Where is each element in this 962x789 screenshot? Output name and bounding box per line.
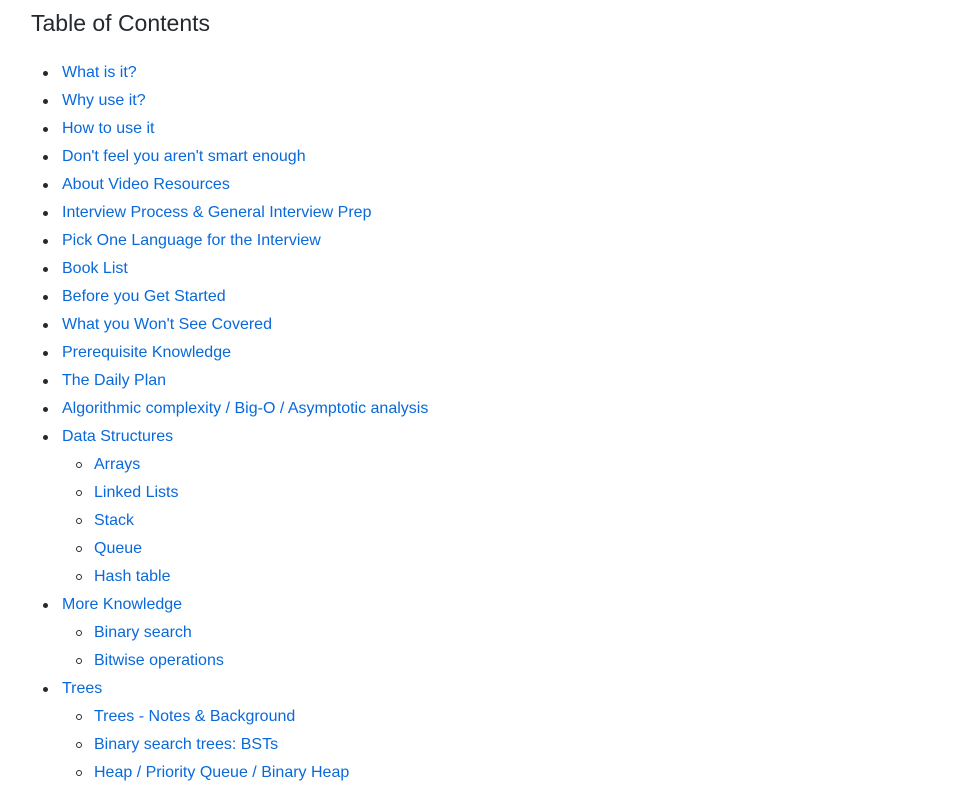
list-item: [62, 593, 428, 673]
list-item: [62, 425, 428, 589]
list-item: [62, 341, 428, 365]
list-item: [62, 677, 428, 785]
list-item: [94, 537, 428, 561]
list-item: [62, 229, 428, 253]
list-item: [94, 453, 428, 477]
toc-link-not-covered[interactable]: What you Won't See Covered: [62, 316, 272, 333]
list-item: [62, 61, 428, 85]
toc-link-linked-lists[interactable]: Linked Lists: [94, 484, 179, 501]
list-item: [94, 509, 428, 533]
toc-list: [62, 61, 428, 789]
toc-link-data-structures[interactable]: Data Structures: [62, 428, 174, 445]
toc-link-more-knowledge[interactable]: More Knowledge: [62, 596, 183, 613]
list-item: [62, 313, 428, 337]
toc-link-bitwise[interactable]: Bitwise operations: [94, 652, 224, 669]
toc-link-arrays[interactable]: Arrays: [94, 456, 141, 473]
list-item: [94, 649, 428, 673]
list-item: [94, 761, 428, 785]
list-item: [62, 369, 428, 393]
toc-link-stack[interactable]: Stack: [94, 512, 135, 529]
toc-link-trees-notes[interactable]: Trees - Notes & Background: [94, 708, 296, 725]
toc-link-what-is-it[interactable]: What is it?: [62, 64, 137, 81]
list-item: [62, 397, 428, 421]
toc-link-how-to-use-it[interactable]: How to use it: [62, 120, 155, 137]
list-item: [62, 173, 428, 197]
toc-link-book-list[interactable]: Book List: [62, 260, 128, 277]
toc-link-heap[interactable]: Heap / Priority Queue / Binary Heap: [94, 764, 350, 781]
toc-link-pick-language[interactable]: Pick One Language for the Interview: [62, 232, 321, 249]
list-item: [94, 733, 428, 757]
list-item: [94, 481, 428, 505]
list-item: [94, 565, 428, 589]
page-title: Table of Contents: [31, 10, 211, 36]
toc-link-before-started[interactable]: Before you Get Started: [62, 288, 226, 305]
toc-link-trees[interactable]: Trees: [62, 680, 103, 697]
list-item: [94, 621, 428, 645]
list-item: [62, 117, 428, 141]
toc-sublist: [62, 705, 428, 785]
toc-link-hash-table[interactable]: Hash table: [94, 568, 171, 585]
list-item: [62, 257, 428, 281]
toc-link-daily-plan[interactable]: The Daily Plan: [62, 372, 167, 389]
toc-link-queue[interactable]: Queue: [94, 540, 143, 557]
list-item: [94, 705, 428, 729]
toc-link-why-use-it[interactable]: Why use it?: [62, 92, 146, 109]
toc-link-video-resources[interactable]: About Video Resources: [62, 176, 230, 193]
list-item: [62, 201, 428, 225]
toc-sublist: [62, 453, 428, 589]
toc-link-bsts[interactable]: Binary search trees: BSTs: [94, 736, 279, 753]
list-item: [62, 89, 428, 113]
toc-link-big-o[interactable]: Algorithmic complexity / Big-O / Asymptotic analysis: [62, 400, 429, 417]
toc-link-smart-enough[interactable]: Don't feel you aren't smart enough: [62, 148, 306, 165]
toc-sublist: [62, 621, 428, 673]
toc-link-binary-search[interactable]: Binary search: [94, 624, 192, 641]
list-item: [62, 285, 428, 309]
list-item: [62, 145, 428, 169]
toc-link-prerequisite[interactable]: Prerequisite Knowledge: [62, 344, 231, 361]
toc-link-interview-process[interactable]: Interview Process & General Interview Prep: [62, 204, 372, 221]
